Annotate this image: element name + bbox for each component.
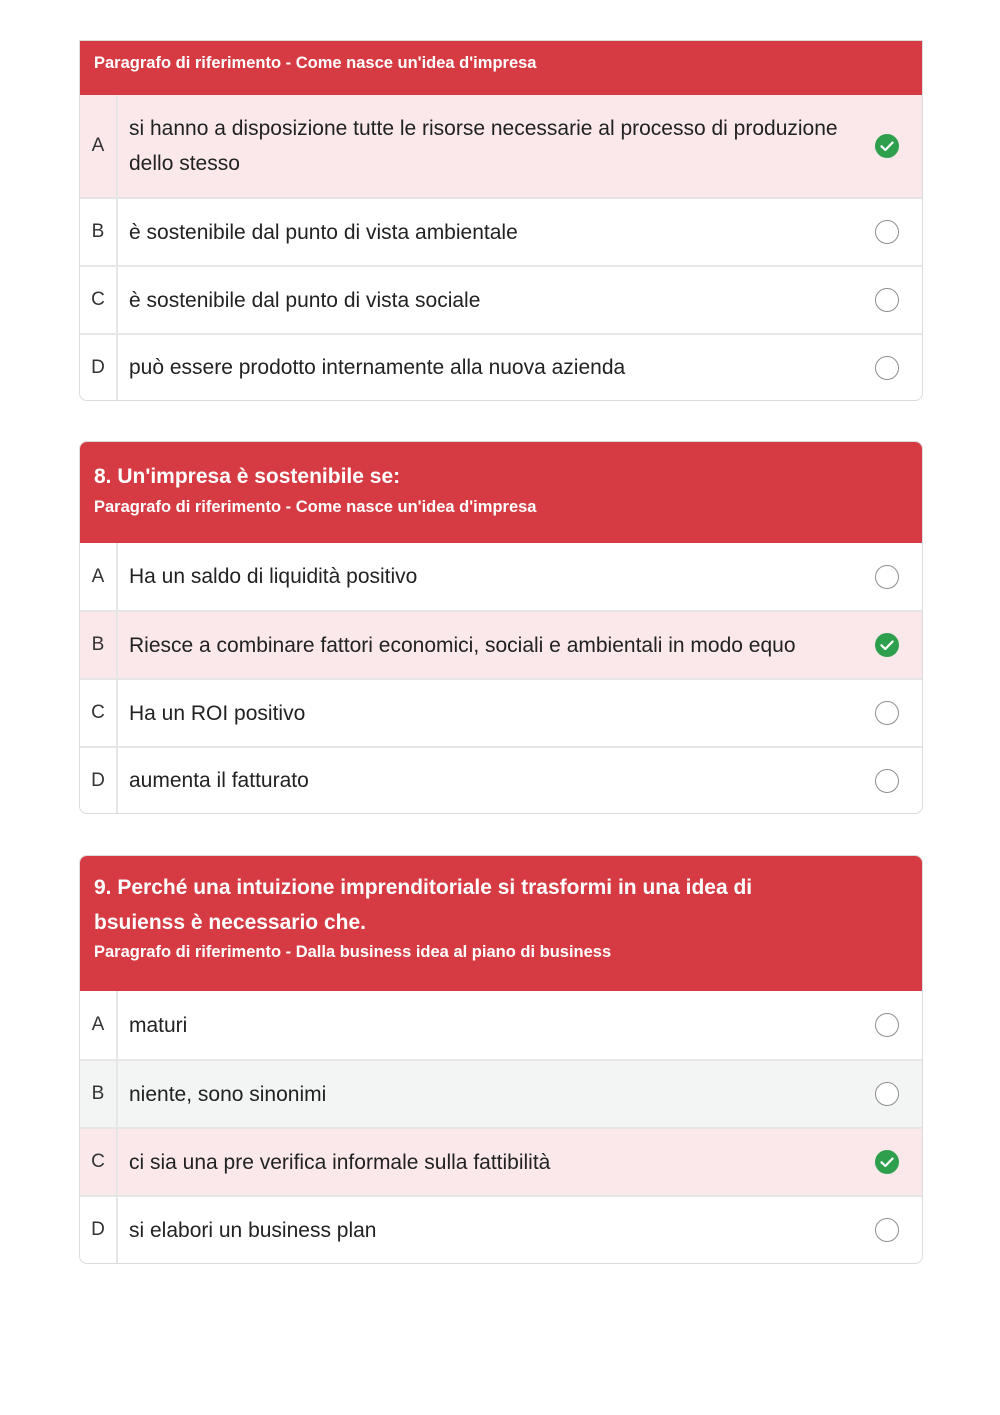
answer-option-b[interactable]: [80, 197, 922, 265]
check-circle-icon[interactable]: [875, 633, 899, 657]
empty-circle-icon[interactable]: [875, 288, 899, 312]
answer-letter: B: [80, 199, 118, 265]
question-title: 8. Un'impresa è sostenibile se:: [94, 465, 401, 488]
answer-text: Ha un ROI positivo: [129, 701, 306, 725]
question-header: [80, 442, 922, 543]
empty-circle-icon[interactable]: [875, 356, 899, 380]
check-circle-icon[interactable]: [875, 1150, 899, 1174]
empty-circle-icon[interactable]: [875, 1013, 899, 1037]
answer-letter: A: [80, 543, 118, 610]
question-header: [80, 41, 922, 95]
answer-option-b[interactable]: [80, 1059, 922, 1127]
answer-text: Riesce a combinare fattori economici, sociali e ambientali in modo equo: [129, 633, 796, 657]
answer-text: Ha un saldo di liquidità positivo: [129, 565, 418, 588]
check-circle-icon[interactable]: [875, 134, 899, 158]
answer-option-c[interactable]: [80, 1127, 922, 1195]
empty-circle-icon[interactable]: [875, 701, 899, 725]
answer-option-d[interactable]: [80, 333, 922, 400]
question-title: 9. Perché una intuizione imprenditoriale si trasformi in una idea di bsuienss è necessario che.: [94, 876, 753, 934]
question-reference: Paragrafo di riferimento - Come nasce un'idea d'impresa: [94, 54, 537, 72]
question-card-9: [79, 855, 923, 1264]
answer-letter: A: [80, 95, 118, 197]
answer-text: è sostenibile dal punto di vista sociale: [129, 288, 481, 312]
answer-text: niente, sono sinonimi: [129, 1082, 327, 1106]
answer-text: maturi: [129, 1013, 188, 1037]
empty-circle-icon[interactable]: [875, 565, 899, 589]
answer-option-b[interactable]: [80, 610, 922, 678]
answer-option-a[interactable]: [80, 543, 922, 610]
empty-circle-icon[interactable]: [875, 1082, 899, 1106]
answer-option-a[interactable]: [80, 991, 922, 1059]
question-reference: Paragrafo di riferimento - Come nasce un'idea d'impresa: [94, 498, 537, 516]
answer-text: è sostenibile dal punto di vista ambientale: [129, 220, 518, 244]
answer-option-c[interactable]: [80, 678, 922, 746]
answer-letter: D: [80, 748, 118, 813]
question-card-7: [79, 40, 923, 401]
answer-letter: B: [80, 612, 118, 678]
answer-option-d[interactable]: [80, 1195, 922, 1263]
answer-text: si hanno a disposizione tutte le risorse necessarie al processo di produzione dello stesso: [129, 117, 838, 175]
empty-circle-icon[interactable]: [875, 220, 899, 244]
answer-letter: B: [80, 1061, 118, 1127]
answer-letter: C: [80, 1129, 118, 1195]
answer-letter: D: [80, 335, 118, 400]
answer-text: può essere prodotto internamente alla nuova azienda: [129, 356, 626, 379]
question-card-8: [79, 441, 923, 814]
empty-circle-icon[interactable]: [875, 769, 899, 793]
answer-letter: A: [80, 991, 118, 1059]
answer-letter: C: [80, 680, 118, 746]
answer-option-a[interactable]: [80, 95, 922, 197]
answer-text: ci sia una pre verifica informale sulla fattibilità: [129, 1150, 551, 1174]
question-reference: Paragrafo di riferimento - Dalla business idea al piano di business: [94, 943, 612, 961]
empty-circle-icon[interactable]: [875, 1218, 899, 1242]
answer-letter: D: [80, 1197, 118, 1263]
answer-option-d[interactable]: [80, 746, 922, 813]
answer-text: aumenta il fatturato: [129, 769, 309, 792]
question-header: [80, 856, 922, 991]
answer-option-c[interactable]: [80, 265, 922, 333]
answer-text: si elabori un business plan: [129, 1218, 377, 1242]
answer-letter: C: [80, 267, 118, 333]
